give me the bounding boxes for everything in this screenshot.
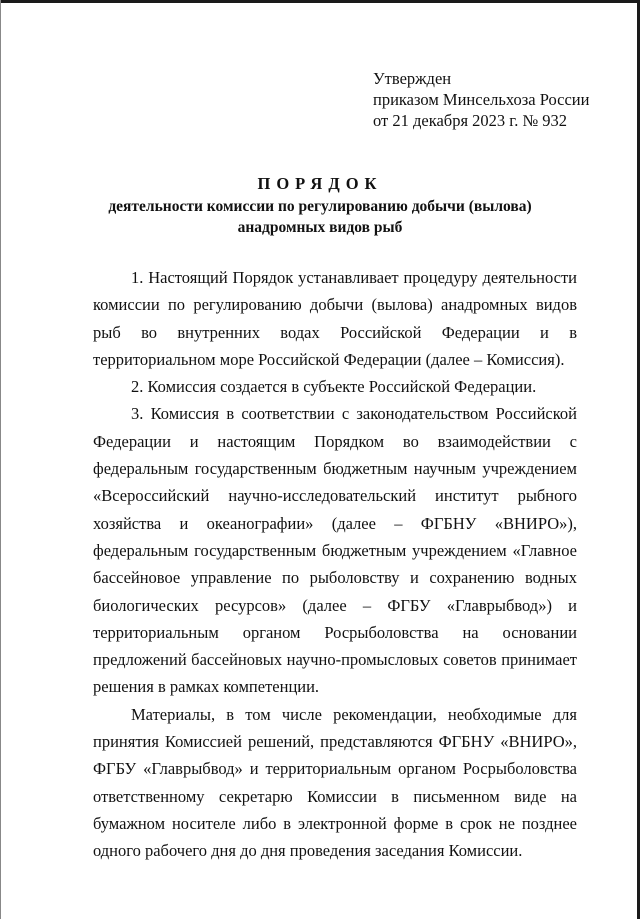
approval-line-3: от 21 декабря 2023 г. № 932 <box>373 111 568 130</box>
scan-edge-left <box>0 0 1 919</box>
document-title: ПОРЯДОК <box>257 174 383 193</box>
subtitle-line-2: анадромных видов рыб <box>237 219 403 236</box>
subtitle-line-1: деятельности комиссии по регулированию добычи (вылова) <box>108 198 532 215</box>
document-subtitle <box>0 196 640 238</box>
approval-stamp-block <box>373 68 589 131</box>
paragraph-2: 2. Комиссия создается в субъекте Российской Федерации. <box>131 377 537 397</box>
paragraph-3: 3. Комиссия в соответствии с законодательством Российской Федерации и настоящим Порядком во взаимодействии с федеральным государственным бюджетным научным учреждением «Всероссийский научно-исследовательский институт рыбного хозяйства и океанографии» (далее – ФГБНУ «ВНИРО»), федеральным государственным бюджетным учреждением «Главное бассейновое управление по рыболовству и сохранению водных биологических ресурсов» (далее – ФГБУ «Главрыбвод») и территориальным органом Росрыболовства на основании предложений бассейновых научно-промысловых советов принимает решения в рамках компетенции. <box>93 404 577 697</box>
document-body <box>93 264 577 865</box>
approval-line-2: приказом Минсельхоза России <box>373 90 590 109</box>
scan-edge-top <box>0 0 640 3</box>
approval-line-1: Утвержден <box>373 69 452 88</box>
paragraph-1: 1. Настоящий Порядок устанавливает процедуру деятельности комиссии по регулированию добычи (вылова) анадромных видов рыб во внутренних водах Российской Федерации и в территориальном море Российской Федерации (далее – Комиссия). <box>93 268 577 369</box>
paragraph-4: Материалы, в том числе рекомендации, необходимые для принятия Комиссией решений, представляются ФГБНУ «ВНИРО», ФГБУ «Главрыбвод» и территориальным органом Росрыболовства ответственному секретарю Комиссии в письменном виде на бумажном носителе либо в электронной форме в срок не позднее одного рабочего дня до дня проведения заседания Комиссии. <box>93 704 577 861</box>
